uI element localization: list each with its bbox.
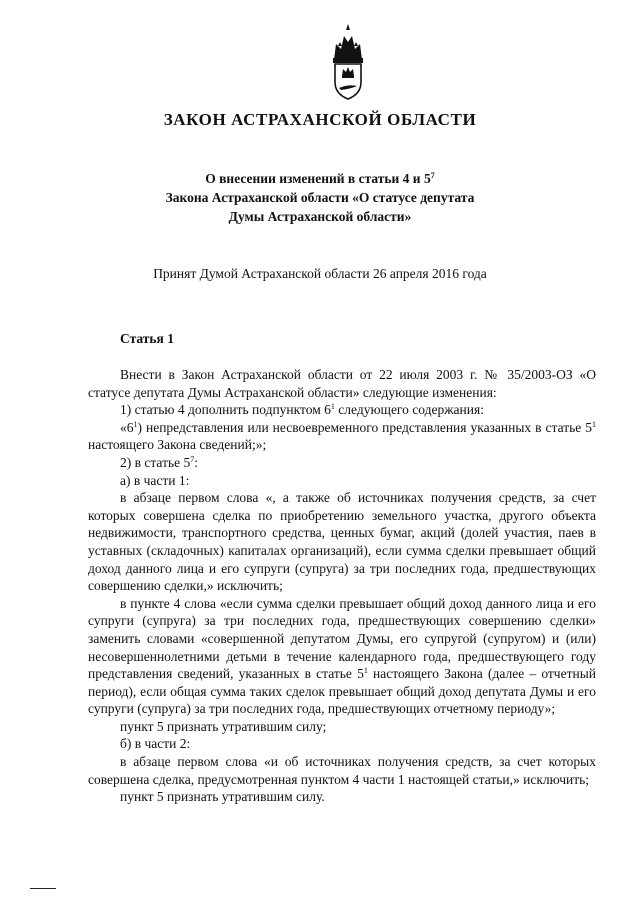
article-body (88, 366, 596, 806)
paragraph: б) в части 2: (120, 736, 191, 752)
article-heading: Статья 1 (120, 331, 174, 346)
law-subtitle (0, 169, 640, 226)
subtitle-superscript: 7 (430, 171, 435, 180)
footnote-divider (30, 888, 56, 889)
paragraph: пункт 5 признать утратившим силу; (120, 718, 327, 734)
paragraph: 2) в статье $5^7$: (120, 454, 199, 470)
paragraph: в абзаце первом слова «, а также об источниках получения средств, за счет которых совершена сделка по приобретению земельного участка, другого объекта недвижимости, транспортного средства, ценных бумаг, акций (долей участия, паев в уставных (складочных) капиталах организаций), если сумма сделки превышает общий доход данного лица и его супруги (супруга) за три последних года, предшествующих совершению сделки,» исключить; (88, 490, 596, 594)
law-title: ЗАКОН АСТРАХАНСКОЙ ОБЛАСТИ (163, 110, 477, 129)
adoption-statement: Принят Думой Астраханской области 26 апреля 2016 года (153, 266, 487, 281)
paragraph: Внести в Закон Астраханской области от 22 июля 2003 г. № 35/2003-ОЗ «О статусе депутата Думы Астраханской области» следующие изменения: (88, 367, 596, 400)
paragraph: в абзаце первом слова «и об источниках получения средств, за счет которых совершена сделка, предусмотренная пунктом 4 части 1 настоящей статьи,» исключить; (88, 754, 596, 787)
paragraph: 1) статью 4 дополнить подпунктом $6^1$ следующего содержания: (120, 402, 484, 418)
subtitle-line-2: Закона Астраханской области «О статусе депутата (165, 190, 475, 205)
paragraph: «$6^1$) непредставления или несвоевременного представления указанных в статье $5^1$ настоящего Закона сведений;»; (88, 419, 596, 453)
paragraph: в пункте 4 слова «если сумма сделки превышает общий доход данного лица и его супруги (супруга) за три последних года, предшествующих совершению сделки» заменить словами «совершенной депутатом Думы, его супругой (супругом) и (или) несовершеннолетними детьми в течение календарного года, предшествующего году представления сведений, указанных в статье $5^1$ настоящего Закона (далее – отчетный период), если общая сумма таких сделок превышает общий доход депутата Думы и его супруги (супруга) за три последних года, предшествующих отчетному периоду»; (88, 595, 596, 717)
astrakhan-coat-of-arms-emblem (326, 22, 370, 102)
paragraph: пункт 5 признать утратившим силу. (120, 789, 325, 805)
subtitle-line-1: О внесении изменений в статьи 4 и $5^7$ (205, 171, 435, 186)
subtitle-line-3: Думы Астраханской области» (228, 209, 412, 224)
paragraph: а) в части 1: (120, 472, 190, 488)
